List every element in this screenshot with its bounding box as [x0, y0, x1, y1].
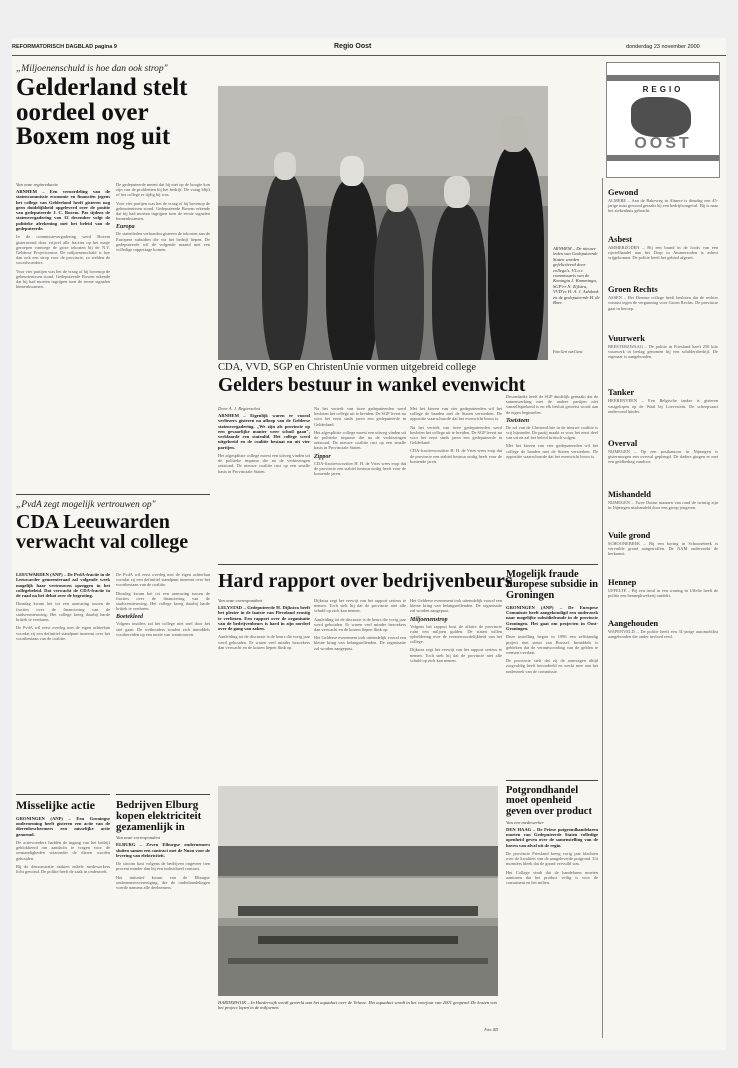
divider-story7: [16, 794, 110, 795]
brief-groen-rechts-text: ASSEN – Het Drentse college heeft besloten dat de rechter vonnist tegen de vergunning voor Groen Rechts. De provincie gaat in beroep.: [608, 295, 718, 311]
photo1-credit: Foto Gert van Geest: [553, 350, 583, 354]
photo1-caption: ARNHEM – De nieuwe leden van Gedeputeerde Staten worden gefeliciteerd door collega's. V.l.n.r. commissaris van de Koningin J. Kamminga, SGP'er N. Zijlstra, VVD'er H. A. J. Ashdonk en de gedeputeerde H. de Boer.: [553, 246, 600, 306]
lead-headline: Gelderland stelt oordeel over Boxem nog uit: [16, 74, 188, 150]
lead-text-4: De statenleden verbonden gisteren de tekorten aan de Europese subsidies die via het bedrijf liepen. De gedeputeerde wil de volgende maand met een volledige rapportage komen.: [116, 231, 210, 253]
story4-col-3: [410, 598, 502, 663]
story3-headline: CDA Leeuwarden verwacht val college: [16, 511, 189, 553]
brief-aangehouden-text: WAPENVELD – De politie heeft een 31-jarige automobilist aangehouden die onder invloed reed.: [608, 629, 718, 640]
divider-story8: [116, 794, 210, 795]
story3-text-3: Volgens insiders zal het college niet snel door het stof gaan. De wethouders zouden zich inmiddels voorbereiden op een motie van wantrouwen.: [116, 621, 210, 637]
story8-headline: Bedrijven Elburg kopen elektriciteit gezamenlijk in: [116, 799, 202, 833]
story4-text-1b: Aanleiding tot de discussie is de beurs die vorig jaar werd gehouden. Er waren veel minder bezoekers dan verwacht en de kosten liepen flink op.: [314, 616, 406, 633]
story3-col-2: [116, 572, 210, 637]
brief-mishandeld-text: NIJMEGEN – Twee Duitse mannen van rond de twintig zijn in Nijmegen mishandeld door een groep jongeren.: [608, 499, 718, 510]
story4-byline: Van onze correspondent: [218, 598, 262, 603]
story4-text-3: Het Gelderse evenement trok uiteindelijk vooral een kleine kring van belangstellenden. De organisatie zal worden aangepast.: [314, 635, 406, 651]
photo-college-members: [218, 86, 548, 360]
story5-text-2: De provincie stelt dat zij de aanvragen altijd zorgvuldig heeft beoordeeld en werkt mee aan het onderzoek van de commissie.: [506, 658, 598, 674]
story3-text-2b: De PvdA wil eerst overleg met de eigen achterban voordat zij een definitief standpunt inneemt over het voortbestaan van de coalitie.: [116, 572, 210, 588]
story3-kicker: „PvdA zegt mogelijk vertrouwen op": [16, 500, 156, 510]
brief-overval-text: NIJMEGEN – Op een postkantoor in Nijmegen is gistermorgen een overval gepleegd. De daders gingen er met een geldbedrag vandoor.: [608, 449, 718, 465]
paper-name: REFORMATORISCH DAGBLAD pagina 9: [12, 44, 117, 50]
divider-story5: [506, 564, 598, 565]
story7-headline: Misselijke actie: [16, 798, 95, 812]
story8-text-2: Het initiatief kwam van de Elburgse ondernemersvereniging, die de onderhandelingen voerde namens alle deelnemers.: [116, 874, 210, 890]
story3-col-1: [16, 572, 110, 641]
lead-text-1: In de commissievergadering werd Boxem gisteravond door vrijwel alle fracties op het matje geroepen vanwege de grote tekorten bij de N.V. Gelderse Projectcentra. De miljoenenschuld is hoe dan ook een strop voor de provincie, zo stelden de woordvoerders.: [16, 234, 110, 266]
logo-regio-text: REGIO: [642, 85, 684, 94]
story4-text-3b: Het Gelderse evenement trok uiteindelijk vooral een kleine kring van belangstellenden. De organisatie zal worden aangepast.: [410, 598, 502, 614]
story2-text-1b: Het afgesplitste college moest een uitweg vinden uit de politieke impasse die na de verkiezingen ontstond. De nieuwe coalitie rust op een smalle basis in Provinciale Staten.: [314, 429, 406, 451]
rail-news-briefs: [608, 184, 718, 639]
brief-hennep-text: UFFELTE – Bij een inval in een woning in Uffelte heeft de politie een hennepkwekerij ontdekt.: [608, 587, 718, 598]
story2-headline: Gelders bestuur in wankel evenwicht: [218, 375, 526, 396]
story3-intro: LEEUWARDEN (ANP) – De PvdA-fractie in de Leeuwarder gemeenteraad zal volgende week mogelijk haar vertrouwen opzeggen in het collegebeleid. Dat verwacht de CDA-fractie in de raad na het debat over de begroting.: [16, 572, 110, 599]
story2-text-4: Met het kiezen van vier gedeputeerden wil het college de banden met de Staten versterken. De oppositie waarschuwde dat het evenwicht broos is.: [410, 406, 502, 422]
brief-asbest-text: AMMERZODEN – Bij een brand in de loods van een rijwielhandel aan het Dorp in Ammerzoden is asbest vrijgekomen. De politie heeft het gebied afgezet.: [608, 244, 718, 261]
story-europese-subsidie: [506, 570, 598, 674]
lead-intro: ARNHEM – Een veroordeling van de statencommissie economie en financiën jegens het college van Gelderland heeft gisteren nog geen duidelijkheid opgeleverd over de positie van gedeputeerde J. C. Boxem. Pas tijdens de statenvergadering van 12 december volgt de politieke afrekening met het beleid van de gedeputeerde.: [16, 189, 110, 232]
story2-col-4: [506, 394, 598, 459]
story2-text-1: Het afgesplitste college moest een uitweg vinden uit de politieke impasse die na de verkiezingen ontstond. De nieuwe coalitie rust op een smalle basis in Provinciale Staten.: [218, 453, 310, 474]
story2-text-4b: Met het kiezen van vier gedeputeerden wil het college de banden met de Staten versterken. De oppositie waarschuwde dat het evenwicht broos is.: [506, 443, 598, 459]
lead-byline: Van onze regioredactie: [16, 182, 59, 187]
story4-text-1: Aanleiding tot de discussie is de beurs die vorig jaar werd gehouden. Er waren veel minder bezoekers dan verwacht en de kosten liepen flink op.: [218, 634, 310, 650]
rail-divider: [602, 178, 603, 1038]
story2-col-2: [314, 406, 406, 476]
story5-text-1: Deze instelling begon in 1996 een zelfstandig project met steun van Brussel. Inmiddels is gebleken dat de verantwoording van de gelden te wensen overlaat.: [506, 634, 598, 655]
photo-aquaduct-harderwijk: [218, 786, 498, 996]
story8-byline: Van onze correspondent: [116, 835, 160, 841]
story7-text-1: De actievoerders hadden de ingang van het bedrijf geblokkeerd om aandacht te vragen voor de omstandigheden waaronder de dieren worden gehouden.: [16, 839, 110, 861]
brief-hennep-head: Hennep: [608, 576, 637, 587]
story4-text-2b: Dijkstra zegt het verwijt van het rapport serieus te nemen. Toch stelt hij dat de provincie niet alle schuld op zich kan nemen.: [410, 647, 502, 663]
divider-story3: [16, 494, 210, 495]
logo-oost-text: OOST: [634, 135, 692, 152]
brief-tanker-head: Tanker: [608, 387, 635, 398]
story2-text-3b: CDA-fractievoorzitter H. H. de Vries wees erop dat de provincie een stabiel bestuur nodig heeft voor de komende jaren.: [410, 448, 502, 464]
story2-text-2b: Na het vertrek van twee gedeputeerden werd besloten het college uit te breiden. De SGP levert nu voor het eerst sinds jaren een gedeputeerde in Gelderland.: [410, 424, 503, 446]
photo2-credit: Foto: RD: [484, 1028, 498, 1032]
story2-col-1: [218, 406, 310, 474]
lead-col-2: [116, 182, 210, 252]
story3-text-1: Dinsdag kwam het tot een aanvaring tussen de fracties over de financiering van de stadsvernieuwing. Het college kreeg daarbij harde kritiek te verduren.: [16, 601, 110, 623]
story4-col-2: [314, 598, 406, 651]
story6-byline: Van een medewerker: [506, 819, 545, 825]
story3-text-1b: Dinsdag kwam het tot een aanvaring tussen de fracties over de financiering van de stadsvernieuwing. Het college kreeg daarbij harde kritiek te verduren.: [116, 590, 210, 612]
lead-sub-europa: Europa: [116, 224, 135, 231]
brief-overval-head: Overval: [608, 438, 638, 449]
story2-text-5: De rol van de ChristenUnie in de nieuwe coalitie is vrij bijzonder. De partij maakt er voor het eerst deel van uit en zal het beleid kritisch volgen.: [506, 424, 598, 441]
story4-intro: LELYSTAD – Gedeputeerde H. Dijkstra heeft het plezier in de laatste van Flevoland ernstig te verliezen. Een rapport over de organisatie van de bedrijvenbeurs is hard in zijn oordeel over de gang van zaken.: [218, 605, 310, 632]
story2-byline: Door A. J. Regterschot: [218, 406, 261, 411]
brief-gewond-text: ALMERE – Aan de Bakeweg in Almere is dinsdag een 45-jarige man gewond geraakt bij een bedrijfsongeval. Hij is naar het ziekenhuis gebracht.: [608, 198, 718, 214]
section-name: Regio Oost: [334, 43, 372, 50]
brief-mishandeld-head: Mishandeld: [608, 488, 651, 499]
story2-sub-zippor: Zippor: [314, 453, 331, 460]
masthead-rule: [12, 55, 726, 56]
lead-text-2b: Voor vier partijen was het de vraag of hij bovenop de gebeurtenissen stond. Gedeputeerde Boxem erkende dat hij had moeten ingrijpen toen de eerste signalen binnenkwamen.: [116, 200, 210, 222]
story-gelders-bestuur: [218, 362, 598, 395]
story7-intro: GRONINGEN (ANP) – Een Groningse onderneming heeft gisteren een actie van de dierenbeschermers een misselijke actie genoemd.: [16, 815, 110, 837]
story4-headline: Hard rapport over bedrijvenbeurs: [218, 570, 513, 592]
story-potgrondhandel: [506, 786, 598, 885]
brief-groen-rechts-head: Groen Rechts: [608, 284, 658, 295]
lead-text-2: Voor vier partijen was het de vraag of hij bovenop de gebeurtenissen stond. Gedeputeerde Boxem erkende dat hij had moeten ingrijpen toen de eerste signalen binnenkwamen.: [16, 268, 110, 290]
lead-col-1: [16, 182, 110, 289]
photo2-caption: HARDERWIJK – In Harderwijk wordt gewerkt aan het aquaduct over de Veluwe. Het aquaduct wordt in het voorjaar van 2001 geopend. De kosten van het project lopen in de miljoenen.: [218, 1000, 497, 1011]
lead-story: [16, 64, 210, 150]
story4-sub-miljoenenstrop: Miljoenenstrop: [410, 616, 448, 623]
regio-oost-logo: [606, 62, 720, 178]
brief-vuile-grond-head: Vuile grond: [608, 530, 651, 541]
story-cda-leeuwarden: [16, 500, 210, 552]
story4-text-2: Dijkstra zegt het verwijt van het rapport serieus te nemen. Toch stelt hij dat de provincie niet alle schuld op zich kan nemen.: [314, 598, 406, 614]
story2-text-6: Desondanks heeft de SGP duidelijk gemaakt dat de samenwerking met de andere partijen niet vanzelfsprekend is en elk besluit getoetst wordt aan de eigen beginselen.: [506, 394, 598, 415]
brief-vuile-grond-text: SCHOONEBEEK – Bij een boring in Schoonebeek is vervuilde grond aangetroffen. De NAM onderzoekt de herkomst.: [608, 541, 718, 557]
story2-col-3: [410, 406, 502, 464]
province-map-icon: [631, 97, 691, 137]
brief-vuurwerk-head: Vuurwerk: [608, 332, 645, 343]
story5-intro: GRONINGEN (ANP) – De Europese Commissie heeft aangekondigd een onderzoek naar mogelijke subsidiefraude in de provincie Groningen. Het gaat om projecten in Oost-Groningen.: [506, 604, 598, 632]
story4-col-1: [218, 598, 310, 650]
story5-headline: Mogelijk fraude Europese subsidie in Groningen: [506, 569, 599, 601]
story-elburg-elektriciteit: [116, 800, 210, 890]
story2-text-2: Na het vertrek van twee gedeputeerden werd besloten het college uit te breiden. De SGP levert nu voor het eerst sinds jaren een gedeputeerde in Gelderland.: [314, 406, 407, 427]
issue-date: donderdag 23 november 2000: [626, 44, 700, 50]
story4-text-4: Volgens het rapport kost de affaire de provincie ruim een miljoen gulden. De staten willen opheldering over de verantwoordelijkheid van het college.: [410, 623, 502, 645]
story3-text-2: De PvdA wil eerst overleg met de eigen achterban voordat zij een definitief standpunt inneemt over het voortbestaan van de coalitie.: [16, 625, 110, 641]
story7-text-2: Bij de demonstratie raakten enkele medewerkers licht gewond. De politie heeft de zaak in onderzoek.: [16, 863, 110, 874]
lead-kicker: „Miljoenenschuld is hoe dan ook strop": [16, 64, 168, 74]
story8-text-1: De stroom kost volgens de bedrijven ongeveer tien procent minder dan bij een individueel contract.: [116, 861, 210, 872]
story6-text-1: De provincie Friesland kreeg vorig jaar klachten over de kwaliteit van de aangeleverde potgrond. Uit monsters bleek dat de grond vervuild was.: [506, 851, 598, 867]
story6-intro: DEN HAAG – De Friese potgrondhandelaren moeten van Gedeputeerde Staten volledige openheid geven over de samenstelling van de haven van afval uit de regio.: [506, 826, 598, 848]
brief-tanker-text: HEERENVEEN – Een Belgische tanker is gisteren vastgelopen op de Waal bij Loevestein. De scheepvaart ondervond hinder.: [608, 398, 718, 414]
story3-sub-boetekleed: Boetekleed: [116, 614, 143, 621]
brief-gewond-head: Gewond: [608, 187, 639, 197]
story2-intro: ARNHEM – Eigenlijk waren er vooral verliezers gisteren na afloop van de Gelderse statenvergadering. „We zijn als provincie op een gevaarlijke manier weer schuil gaan", verklaarde een statenlid. Het college werd uitgebreid en de coalitie bestaat nu uit vier partijen.: [218, 413, 310, 450]
story2-kicker: CDA, VVD, SGP en ChristenUnie vormen uitgebreid college: [218, 362, 477, 373]
story2-sub-toetsteen: Toetsteen: [506, 417, 530, 424]
divider-story6: [506, 780, 598, 781]
brief-aangehouden-head: Aangehouden: [608, 618, 659, 629]
story-misselijke-actie: [16, 800, 110, 874]
brief-asbest-head: Asbest: [608, 233, 633, 244]
story6-text-2: Het College vindt dat de handelaren moeten aantonen dat het product veilig is voor de consument en het milieu.: [506, 869, 598, 886]
story8-intro: ELBURG – Zeven Elburgse ondernemers sluiten samen een contract met de Nuon voor de levering van elektriciteit.: [116, 842, 210, 858]
brief-vuurwerk-text: BEESTERZWAAG – De politie in Friesland heeft 250 kilo vuurwerk in beslag genomen bij een schildersbedrijf. De eigenaar is aangehouden.: [608, 343, 718, 360]
lead-text-3: De gedeputeerde meent dat hij niet op de hoogte kon zijn van de problemen bij het bedrijf. De vraag blijft of het college er tijdig bij was.: [116, 182, 210, 198]
story6-headline: Potgrondhandel moet openheid geven over product: [506, 785, 592, 817]
story2-text-3: CDA-fractievoorzitter H. H. de Vries wees erop dat de provincie een stabiel bestuur nodig heeft voor de komende jaren.: [314, 460, 406, 477]
newspaper-page: [12, 38, 726, 1050]
